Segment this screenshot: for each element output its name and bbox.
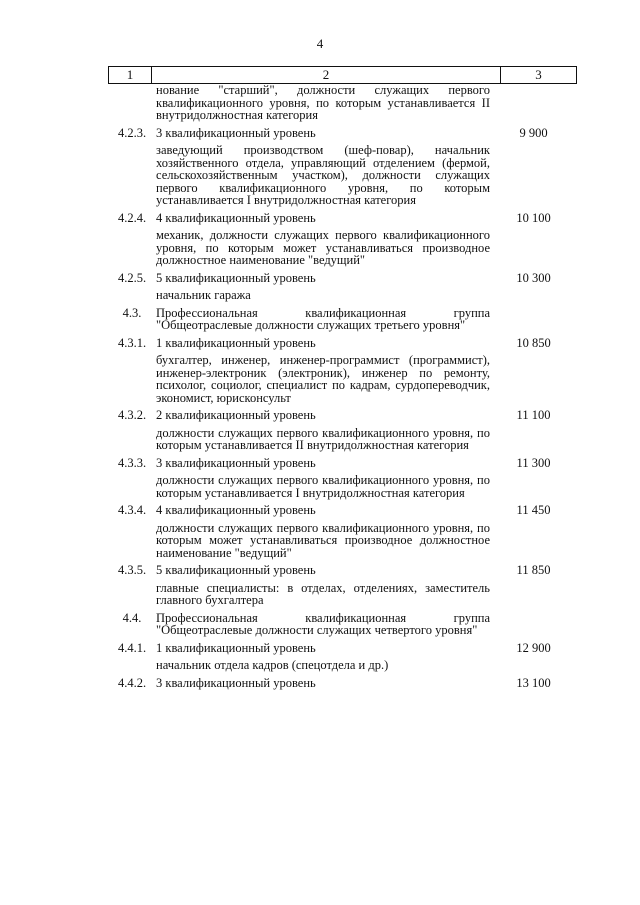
row-value: 9 900 (519, 125, 548, 140)
row-number: 4.4.1. (117, 640, 147, 655)
row-number (108, 144, 156, 207)
row-value: 10 100 (516, 210, 551, 225)
row-text: 5 квалификационный уровень (156, 563, 316, 577)
row-number: 4.3.4. (117, 503, 147, 517)
row-value (490, 427, 577, 452)
row-text: 5 квалификационный уровень (156, 270, 316, 285)
row-value (490, 659, 577, 672)
row-text: должности служащих первого квалификационного уровня, по которым устанавливается II внутридолжностная категория (156, 425, 490, 452)
row-number: 4.2.3. (117, 125, 147, 140)
row-number (108, 86, 156, 122)
row-value: 11 100 (516, 408, 551, 422)
table-row (108, 354, 577, 404)
row-number: 4.4. (122, 610, 142, 625)
row-value (490, 289, 577, 302)
table-row (108, 83, 577, 122)
row-text: 4 квалификационный уровень (156, 503, 316, 517)
table-row (108, 212, 577, 225)
row-value: 10 300 (516, 270, 551, 285)
table-row (108, 427, 577, 452)
table-row (108, 229, 577, 267)
row-text: 1 квалификационный уровень (156, 640, 316, 655)
row-text: Профессиональная квалификационная группа "Общеотраслевые должности служащих четвертого уровня" (156, 610, 490, 637)
row-value: 11 300 (516, 455, 551, 470)
table-row (108, 289, 577, 302)
row-value (490, 307, 577, 332)
table-row (108, 474, 577, 499)
table-header (108, 66, 577, 84)
header-col-1: 1 (109, 67, 152, 83)
row-value (490, 522, 577, 560)
row-text: 4 квалификационный уровень (156, 210, 316, 225)
table-row (108, 307, 577, 332)
table-row (108, 337, 577, 350)
page-number: 4 (316, 36, 324, 51)
row-number: 4.3. (122, 305, 142, 320)
row-text: нование "старший", должности служащих первого квалификационного уровня, по которым устанавливается II внутридолжностная категория (156, 83, 490, 122)
table-row (108, 409, 577, 422)
table-row (108, 612, 577, 637)
row-value: 13 100 (516, 675, 551, 690)
row-text: начальник гаража (156, 288, 251, 302)
row-text: начальник отдела кадров (спецотдела и др.) (156, 658, 389, 672)
row-text: бухгалтер, инженер, инженер-программист (программист), инженер-электроник (электроник), инженер по ремонту, психолог, социолог, специалист по кадрам, сурдопереводчик, экономист, юрисконсульт (156, 353, 490, 405)
row-value: 10 850 (516, 335, 551, 350)
row-number (108, 354, 156, 404)
row-text: 3 квалификационный уровень (156, 125, 316, 140)
table-row (108, 677, 577, 690)
row-number: 4.2.5. (117, 270, 147, 285)
row-number (108, 289, 156, 302)
row-value: 12 900 (516, 640, 551, 655)
row-text: 1 квалификационный уровень (156, 335, 316, 350)
row-number (108, 427, 156, 452)
row-text: 3 квалификационный уровень (156, 455, 316, 470)
table-row (108, 144, 577, 207)
row-value (490, 144, 577, 207)
table-row (108, 659, 577, 672)
row-text: 2 квалификационный уровень (156, 408, 316, 422)
row-number (108, 659, 156, 672)
row-value (490, 86, 577, 122)
table-row (108, 582, 577, 607)
header-col-2: 2 (152, 67, 501, 83)
row-text: главные специалисты: в отделах, отделениях, заместитель главного бухгалтера (156, 580, 490, 607)
row-value (490, 354, 577, 404)
row-number: 4.2.4. (117, 210, 147, 225)
table-row (108, 272, 577, 285)
row-number: 4.4.2. (117, 675, 147, 690)
row-number: 4.3.1. (117, 335, 147, 350)
row-text: должности служащих первого квалификационного уровня, по которым устанавливается I внутридолжностная категория (156, 473, 490, 500)
row-text: 3 квалификационный уровень (156, 675, 316, 690)
row-text: должности служащих первого квалификационного уровня, по которым может устанавливаться производное должностное наименование "ведущий" (156, 520, 490, 560)
table-row (108, 504, 577, 517)
row-number (108, 522, 156, 560)
row-value: 11 850 (516, 563, 551, 577)
row-number (108, 474, 156, 499)
row-value (490, 612, 577, 637)
table-row (108, 564, 577, 577)
table-row (108, 127, 577, 140)
row-value (490, 474, 577, 499)
header-col-3: 3 (535, 67, 542, 82)
table-row (108, 642, 577, 655)
row-number (108, 582, 156, 607)
row-number: 4.3.5. (117, 563, 147, 577)
row-number: 4.3.3. (117, 455, 147, 470)
table-body (108, 83, 577, 694)
table-row (108, 522, 577, 560)
row-value: 11 450 (516, 503, 551, 517)
row-number (108, 229, 156, 267)
row-text: механик, должности служащих первого квалификационного уровня, по которым может устанавливаться производное должностное наименование "ведущий" (156, 228, 490, 267)
row-value (490, 582, 577, 607)
row-text: заведующий производством (шеф-повар), начальник хозяйственного отдела, управляющий отделением (фермой, сельскохозяйственным участком), должности служащих первого квалификационного уровня, по которым устанавливается I внутридолжностная категория (156, 143, 490, 207)
row-number: 4.3.2. (117, 408, 147, 422)
row-text: Профессиональная квалификационная группа "Общеотраслевые должности служащих третьего уровня" (156, 305, 490, 332)
row-value (490, 229, 577, 267)
table-row (108, 457, 577, 470)
